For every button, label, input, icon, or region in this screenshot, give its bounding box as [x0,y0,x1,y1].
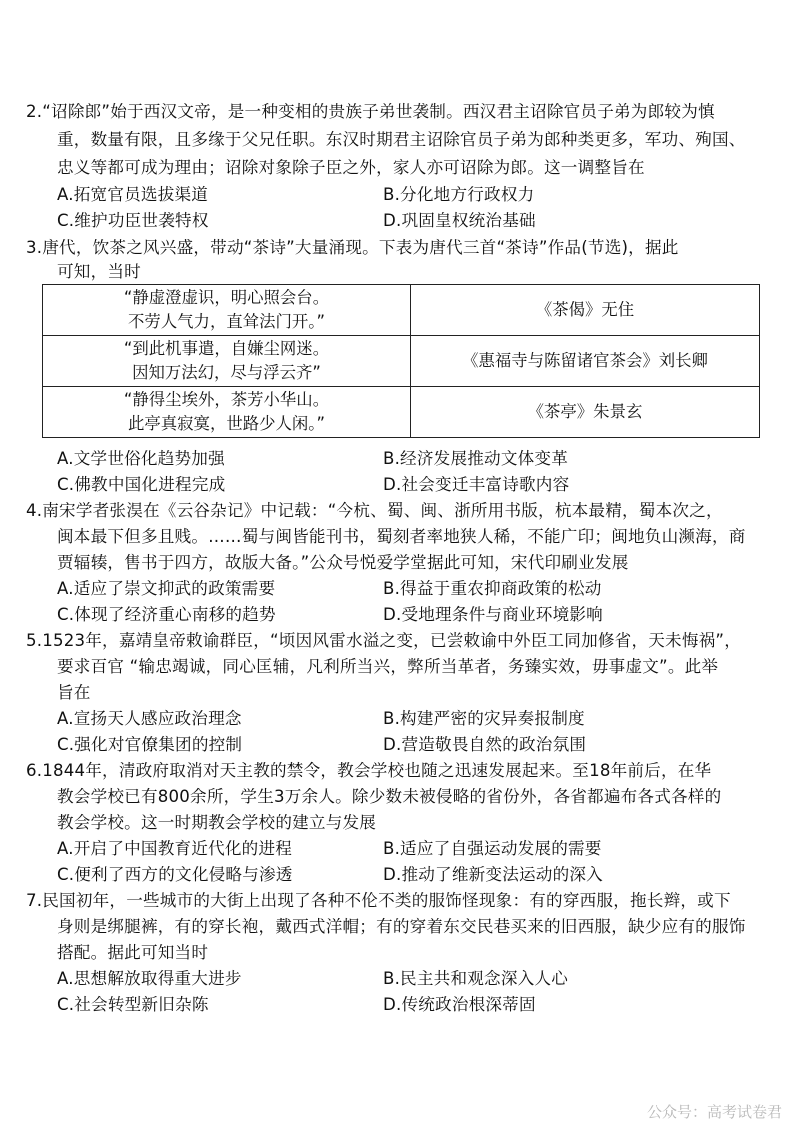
question-text-line: 可知，当时 [57,262,141,281]
question-text-line: 5.1523年，嘉靖皇帝敕谕群臣，“顷因风雷水溢之变，已尝敕谕中外臣工同加修省，天未悔祸”， [26,631,742,650]
verse-line: “静得尘埃外，茶芳小华山。 [123,390,330,409]
option-d[interactable]: D.巩固皇权统治基础 [383,211,536,230]
option-a[interactable]: A.拓宽官员选拔渠道 [57,185,209,204]
verse-line: 因知万法幻，尽与浮云齐” [132,363,321,382]
question-text-line: 3.唐代，饮茶之风兴盛，带动“茶诗”大量涌现。下表为唐代三首“茶诗”作品(节选)，据此 [26,238,679,257]
verse-line: “静虚澄虚识，明心照会台。 [123,288,330,307]
table-row [43,387,760,438]
question-text-line: 2.“诏除郎”始于西汉文帝，是一种变相的贵族子弟世袭制。西汉君主诏除官员子弟为郎较为慎 [26,102,715,121]
option-d[interactable]: D.传统政治根深蒂固 [383,995,536,1014]
question-text-tail: 年前后，在华 [610,761,712,780]
verse-line: 不劳人气力，直耸法门开。” [128,312,325,331]
option-c[interactable]: C.强化对官僚集团的控制 [57,735,243,754]
option-c[interactable]: C.佛教中国化进程完成 [57,475,226,494]
option-d[interactable]: D.推动了维新变法运动的深入 [383,865,603,884]
question-text-line: 重，数量有限，且多缘于父兄任职。东汉时期君主诏除官员子弟为郎种类更多，军功、殉国、 [57,130,746,149]
option-c[interactable]: C.维护功臣世袭特权 [57,211,209,230]
option-a[interactable]: A.思想解放取得重大进步 [57,969,242,988]
option-d[interactable]: D.营造敬畏自然的政治氛围 [383,735,587,754]
question-text-line: 教会学校已有800余所，学生3万余人。除少数未被侵略的省份外，各省都遍布各式各样的 [57,787,722,806]
question-text-line: 4.南宋学者张淏在《云谷杂记》中记载：“今杭、蜀、闽、浙所用书版，杭本最精，蜀本次之， [26,501,723,520]
question-text-line: 贾辐辏，售书于四方，故版大备。”公众号悦爱学堂据此可知，宋代印刷业发展 [57,553,629,572]
question-text-line: 教会学校。这一时期教会学校的建立与发展 [57,813,377,832]
option-d[interactable]: D.社会变迁丰富诗歌内容 [383,475,570,494]
question-text-line: 7.民国初年，一些城市的大街上出现了各种不伦不类的服饰怪现象：有的穿西服，拖长辫，或下 [26,891,731,910]
question-text-head: 6.1844年，清政府取消对天主教的禁令，教会学校也随之迅速发展起来。至18 [26,761,611,780]
option-a[interactable]: A.文学世俗化趋势加强 [57,449,225,468]
verse-line: 此亭真寂寞，世路少人闲。” [128,414,325,433]
option-c[interactable]: C.社会转型新旧杂陈 [57,995,209,1014]
option-a[interactable]: A.宣扬天人感应政治理念 [57,709,242,728]
question-text-line: 忠义等都可成为理由；诏除对象除子臣之外，家人亦可诏除为郎。这一调整旨在 [57,158,645,177]
option-d[interactable]: D.受地理条件与商业环境影响 [383,605,603,624]
option-b[interactable]: B.适应了自强运动发展的需要 [383,839,602,858]
option-c[interactable]: C.体现了经济重心南移的趋势 [57,605,276,624]
watermark-text: 公众号：高考试卷君 [646,1103,782,1121]
poem-verse [43,387,411,438]
poem-source: 《茶偈》无住 [411,285,760,336]
option-b[interactable]: B.得益于重农抑商政策的松动 [383,579,602,598]
table-row [43,336,760,387]
option-c[interactable]: C.便利了西方的文化侵略与渗透 [57,865,293,884]
poem-verse [43,285,411,336]
option-a[interactable]: A.开启了中国教育近代化的进程 [57,839,293,858]
question-text-line: 闽本最下但多且贱。……蜀与闽皆能刊书，蜀刻者率地狭人稀，不能广印；闽地负山濒海，商 [57,527,746,546]
verse-line: “到此机事遣，自嫌尘网迷。 [123,339,330,358]
option-b[interactable]: B.分化地方行政权力 [383,185,535,204]
question-text-line: 要求百官 “输忠竭诚，同心匡辅，凡利所当兴，弊所当革者，务臻实效，毋事虚文”。此举 [57,657,719,676]
question-text-line: 身则是绑腿裤，有的穿长袍，戴西式洋帽；有的穿着东交民巷买来的旧西服，缺少应有的服饰 [57,917,746,936]
question-text-line: 旨在 [57,683,91,702]
option-b[interactable]: B.经济发展推动文体变革 [383,449,568,468]
poem-verse [43,336,411,387]
poem-table [42,284,760,438]
poem-source: 《茶亭》朱景玄 [411,387,760,438]
poem-source: 《惠福寺与陈留诸官茶会》刘长卿 [411,336,760,387]
question-text-line: 搭配。据此可知当时 [57,943,209,962]
option-b[interactable]: B.构建严密的灾异奏报制度 [383,709,585,728]
option-a[interactable]: A.适应了崇文抑武的政策需要 [57,579,276,598]
option-b[interactable]: B.民主共和观念深入人心 [383,969,568,988]
table-row [43,285,760,336]
question-text-line [26,759,711,783]
